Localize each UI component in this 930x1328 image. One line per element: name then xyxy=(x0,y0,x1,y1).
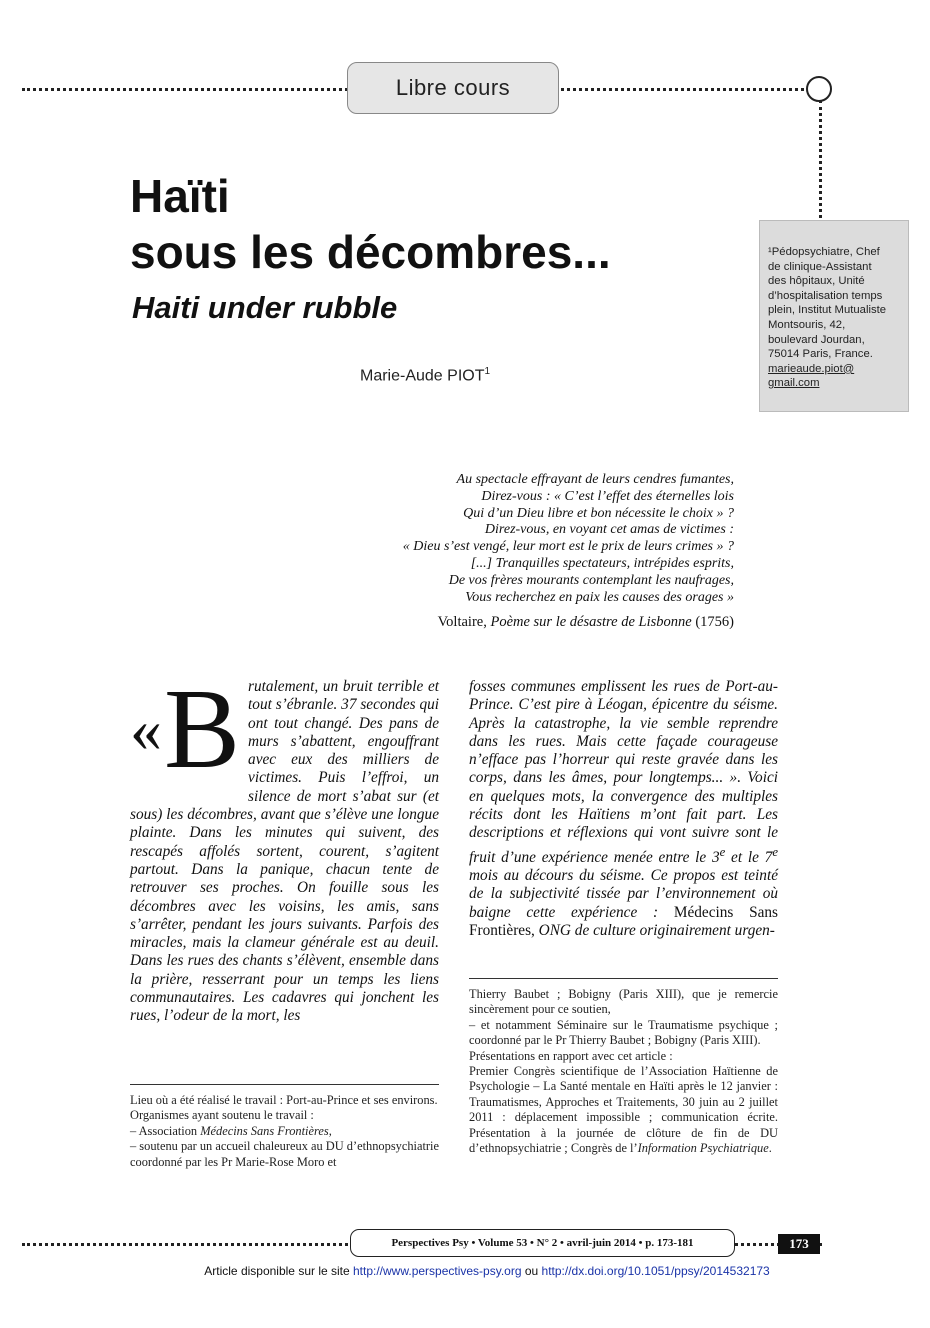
footnotes-right xyxy=(469,987,778,1156)
epigraph-line: Direz-vous, en voyant cet amas de victimes : xyxy=(484,522,734,538)
author-name: Marie-Aude PIOT$^1$ xyxy=(360,366,491,385)
affiliation-line: boulevard Jourdan, xyxy=(768,333,865,346)
author-email-link[interactable]: marieaude.piot@ gmail.com xyxy=(768,362,855,390)
header-dotted-vertical-rule xyxy=(819,100,822,218)
epigraph xyxy=(314,472,734,606)
journal-website-link[interactable]: http://www.perspectives-psy.org xyxy=(353,1264,522,1278)
body-column-left xyxy=(130,665,439,1026)
article-title-english: Haiti under rubble xyxy=(132,290,398,325)
article-title-line1: Haïti xyxy=(130,170,230,222)
affiliation-line: de clinique-Assistant xyxy=(768,260,872,273)
journal-citation: Perspectives Psy • Volume 53 • N° 2 • avril-juin 2014 • p. 173-181 xyxy=(350,1229,735,1257)
footnote-line: Thierry Baubet ; Bobigny (Paris XIII), que je remercie sincèrement pour ce soutien, xyxy=(469,987,778,1017)
epigraph-line: [...] Tranquilles spectateurs, intrépides esprits, xyxy=(470,555,734,571)
epigraph-line: Qui d’un Dieu libre et bon nécessite le choix » ? xyxy=(463,505,734,521)
body-text-left: rutalement, un bruit terrible et tout s’ébranle. 37 secondes qui ont tout changé. Des pans de murs s’abattent, engouffrant avec eux des milliers de victimes. Puis l’effroi, un silence de mort s’abat sur (et sous) les décombres, avant que s’élève une longue plainte. Dans les minutes qui suivent, des rescapés affolés sortent, courent, s’agitent partout. Dans la panique, chacun tente de retrouver ses proches. On fouille sous les décombres avec les voisins, les amis, sans s’arrêter, pendant les jours suivants. Parfois des miracles, mais la clameur générale est au deuil. Dans les rues des chants s’élèvent, ensemble dans la prière, resserrant pour un temps les liens communautaires. Les cadavres qui jonchent les rues, l’odeur de la mort, les xyxy=(130,678,439,1025)
affiliation-line: d’hospitalisation temps xyxy=(768,289,883,302)
footnote-line: Organismes ayant soutenu le travail : xyxy=(130,1108,314,1123)
header-ring-ornament xyxy=(806,76,832,102)
page-number: 173 xyxy=(778,1234,820,1254)
article-title-line2: sous les décombres... xyxy=(130,226,611,278)
epigraph-line: « Dieu s’est vengé, leur mort est le prix de leurs crimes » ? xyxy=(402,539,734,555)
availability-note: Article disponible sur le site http://www.perspectives-psy.org ou http://dx.doi.org/10.1051/ppsy/2014532173 xyxy=(204,1264,770,1278)
section-label: Libre cours xyxy=(347,62,559,114)
doi-link[interactable]: http://dx.doi.org/10.1051/ppsy/2014532173 xyxy=(541,1264,770,1278)
drop-cap: «B xyxy=(130,665,241,792)
footnote-line: – Association Médecins Sans Frontières, xyxy=(130,1123,332,1138)
footnotes-left xyxy=(130,1093,439,1170)
affiliation-line: plein, Institut Mutualiste xyxy=(768,304,887,317)
epigraph-line: De vos frères mourants contemplant les naufrages, xyxy=(448,572,734,588)
affiliation-line: 75014 Paris, France. xyxy=(768,348,873,361)
footnote-line: – et notamment Séminaire sur le Traumatisme psychique ; coordonné par le Pr Thierry Baubet ; Bobigny (Paris XIII). xyxy=(469,1017,778,1048)
affiliation-line: Montsouris, 42, xyxy=(768,318,846,331)
footnote-rule-left xyxy=(130,1084,439,1085)
epigraph-source: Voltaire, Poème sur le désastre de Lisbonne (1756) xyxy=(437,614,734,630)
affiliation-box xyxy=(759,220,909,412)
epigraph-line: Direz-vous : « C’est l’effet des éternelles lois xyxy=(481,488,734,504)
footnote-line: – soutenu par un accueil chaleureux au DU d’ethnopsychiatrie coordonné par les Pr Marie-Rose Moro et xyxy=(130,1139,439,1169)
footnote-rule-right xyxy=(469,978,778,979)
footnote-line: Lieu où a été réalisé le travail : Port-au-Prince et ses environs. xyxy=(130,1093,438,1107)
affiliation-line: ¹Pédopsychiatre, Chef xyxy=(768,246,880,258)
msf-name: Médecins Sans Frontières, xyxy=(469,903,778,939)
epigraph-line: Au spectacle effrayant de leurs cendres fumantes, xyxy=(456,472,734,487)
footnote-line: Présentations en rapport avec cet article : xyxy=(469,1048,673,1063)
epigraph-line: Vous recherchez en paix les causes des orages » xyxy=(465,589,734,605)
body-column-right: fosses communes emplissent les rues de Port-au-Prince. C’est pire à Léogan, épicentre du séisme. Après la catastrophe, la vie semble reprendre dans les rues. Mais cette façade courageuse n’efface pas l’horreur qui reste gravée dans les corps, dans les âmes, pour longtemps... ». Voici en quelques mots, la convergence des multiples récits dont les Haïtiens m’ont fait part. Les descriptions et réflexions qui vont suivre sont le fruit d’une expérience menée entre le 3e et le 7e mois au décours du séisme. Ce propos est teinté de la subjectivité tissée par l’environnement où baigne cette expérience : Médecins Sans Frontières, ONG de culture originairement urgen- xyxy=(469,678,778,939)
footnote-line: Premier Congrès scientifique de l’Association Haïtienne de Psychologie – La Santé mentale en Haïti après le 12 janvier : Traumatismes, Approches et Traitements, 30 juin au 2 juillet 2011 : déplacement impossible ; communication écrite. Présentation à la journée de clôture de fin de DU d’ethnopsychiatrie ; Congrès de l’Information Psychiatrique. xyxy=(469,1064,778,1156)
article-title xyxy=(130,168,611,280)
affiliation-line: des hôpitaux, Unité xyxy=(768,275,865,288)
